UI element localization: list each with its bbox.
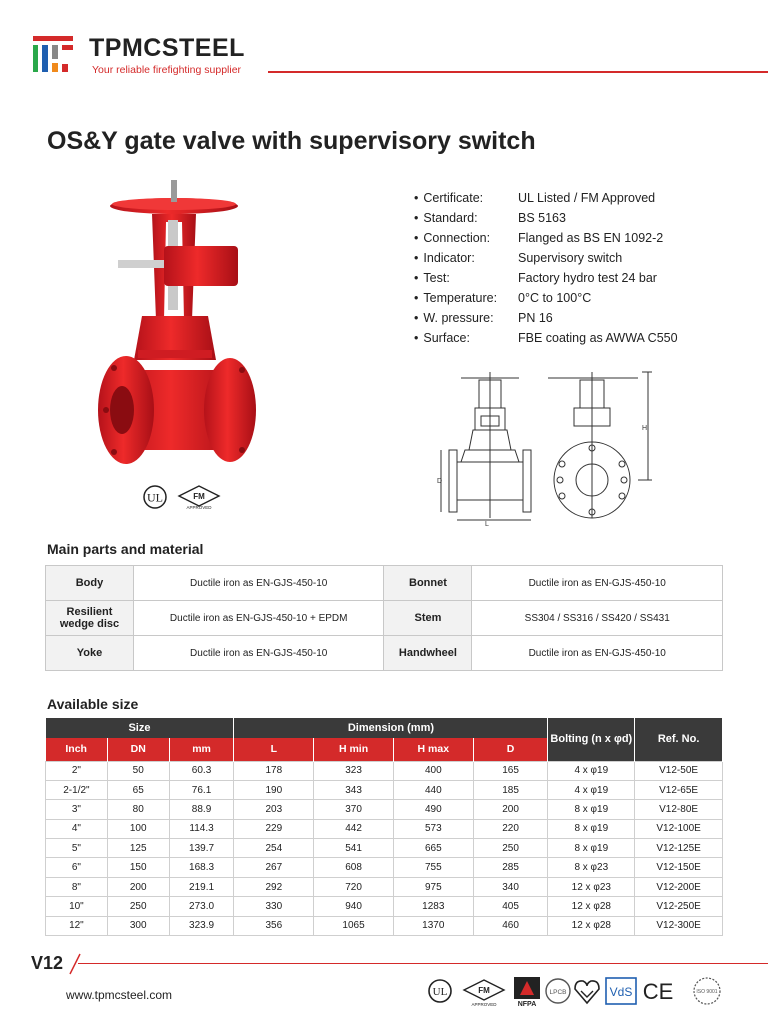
iso-icon: [694, 978, 720, 1004]
size-cell: 8 x φ19: [548, 839, 635, 858]
size-cell: 323: [314, 761, 394, 780]
size-row: [46, 819, 723, 838]
size-column-header: L: [234, 738, 314, 761]
size-cell: V12-125E: [635, 839, 723, 858]
size-cell: 400: [393, 761, 473, 780]
size-cell: 10": [46, 897, 108, 916]
size-cell: 250: [473, 839, 548, 858]
svg-text:FM: FM: [478, 986, 490, 995]
size-cell: 330: [234, 897, 314, 916]
svg-text:H: H: [642, 425, 648, 432]
brand-logo-icon: [33, 36, 73, 72]
part-material: Ductile iron as EN-GJS-450-10 + EPDM: [133, 601, 384, 636]
spec-label: • Certificate:: [414, 191, 518, 205]
size-cell: 12 x φ28: [548, 897, 635, 916]
size-column-header: DN: [107, 738, 169, 761]
size-cell: 229: [234, 819, 314, 838]
size-cell: 608: [314, 858, 394, 877]
size-section-title: Available size: [47, 696, 139, 712]
ref-no-header: Ref. No.: [635, 718, 723, 761]
size-cell: 755: [393, 858, 473, 877]
size-cell: 343: [314, 780, 394, 799]
spec-label: • Standard:: [414, 211, 518, 225]
size-group-header: Size: [46, 718, 234, 738]
ce-icon: [643, 979, 674, 1004]
size-cell: 490: [393, 800, 473, 819]
spec-row: [414, 268, 734, 288]
size-cell: 219.1: [169, 877, 234, 896]
size-cell: 442: [314, 819, 394, 838]
size-cell: 88.9: [169, 800, 234, 819]
spec-label: • Surface:: [414, 331, 518, 345]
svg-text:D: D: [437, 478, 443, 485]
part-material: SS304 / SS316 / SS420 / SS431: [472, 601, 723, 636]
size-row: [46, 800, 723, 819]
safety-heart-icon: [575, 981, 599, 1003]
size-cell: 1370: [393, 916, 473, 935]
size-cell: 220: [473, 819, 548, 838]
side-view-drawing: [437, 368, 537, 528]
size-row: [46, 877, 723, 896]
size-cell: 2-1/2": [46, 780, 108, 799]
spec-row: [414, 308, 734, 328]
spec-value: Factory hydro test 24 bar: [518, 271, 657, 285]
size-cell: 65: [107, 780, 169, 799]
size-cell: 405: [473, 897, 548, 916]
size-cell: 541: [314, 839, 394, 858]
size-row: [46, 780, 723, 799]
page-header: [0, 0, 768, 90]
brand-tagline: Your reliable firefighting supplier: [92, 64, 242, 76]
size-cell: 8": [46, 877, 108, 896]
nfpa-icon: [514, 977, 540, 1007]
size-cell: 4 x φ19: [548, 780, 635, 799]
size-row: [46, 897, 723, 916]
svg-text:FM: FM: [193, 492, 205, 501]
header-divider: [268, 71, 768, 73]
size-cell: 114.3: [169, 819, 234, 838]
part-name: Stem: [384, 601, 472, 636]
size-cell: 4": [46, 819, 108, 838]
size-cell: 12 x φ28: [548, 916, 635, 935]
spec-value: 0°C to 100°C: [518, 291, 592, 305]
svg-text:NFPA: NFPA: [517, 1001, 537, 1007]
parts-row: [46, 566, 723, 601]
size-cell: 940: [314, 897, 394, 916]
size-column-header: H max: [393, 738, 473, 761]
front-view-drawing: [542, 368, 660, 528]
size-cell: 323.9: [169, 916, 234, 935]
parts-table: [45, 565, 723, 671]
size-table: [45, 718, 723, 936]
size-column-header: D: [473, 738, 548, 761]
size-cell: V12-250E: [635, 897, 723, 916]
svg-text:LPCB: LPCB: [549, 989, 567, 996]
spec-value: Flanged as BS EN 1092-2: [518, 231, 664, 245]
lpcb-icon: [546, 979, 570, 1003]
spec-label: • Indicator:: [414, 251, 518, 265]
size-cell: V12-150E: [635, 858, 723, 877]
spec-label: • Connection:: [414, 231, 518, 245]
part-name: Handwheel: [384, 636, 472, 671]
size-cell: 12": [46, 916, 108, 935]
size-cell: 3": [46, 800, 108, 819]
spec-value: UL Listed / FM Approved: [518, 191, 656, 205]
size-cell: V12-80E: [635, 800, 723, 819]
spec-value: PN 16: [518, 311, 553, 325]
size-column-header: Inch: [46, 738, 108, 761]
size-row: [46, 761, 723, 780]
size-cell: 292: [234, 877, 314, 896]
fm-approved-icon: [175, 484, 223, 510]
parts-row: [46, 601, 723, 636]
size-cell: 100: [107, 819, 169, 838]
brand-name: TPMCSTEEL: [89, 34, 245, 62]
size-cell: V12-100E: [635, 819, 723, 838]
svg-text:VdS: VdS: [609, 985, 633, 999]
size-cell: 203: [234, 800, 314, 819]
vds-icon: [606, 978, 636, 1004]
spec-row: [414, 228, 734, 248]
size-row: [46, 858, 723, 877]
size-cell: 60.3: [169, 761, 234, 780]
size-column-header: mm: [169, 738, 234, 761]
size-cell: 8 x φ23: [548, 858, 635, 877]
svg-text:UL: UL: [432, 986, 448, 998]
size-cell: 8 x φ19: [548, 819, 635, 838]
svg-text:CE: CE: [642, 979, 674, 1004]
spec-value: Supervisory switch: [518, 251, 623, 265]
size-cell: V12-50E: [635, 761, 723, 780]
size-cell: 125: [107, 839, 169, 858]
size-cell: 1283: [393, 897, 473, 916]
part-material: Ductile iron as EN-GJS-450-10: [472, 636, 723, 671]
size-cell: 254: [234, 839, 314, 858]
page-number: V12: [31, 953, 64, 973]
size-cell: 300: [107, 916, 169, 935]
size-cell: 250: [107, 897, 169, 916]
size-cell: 76.1: [169, 780, 234, 799]
page-title: OS&Y gate valve with supervisory switch: [47, 127, 536, 155]
part-material: Ductile iron as EN-GJS-450-10: [133, 636, 384, 671]
size-cell: 200: [473, 800, 548, 819]
size-cell: 80: [107, 800, 169, 819]
size-cell: 5": [46, 839, 108, 858]
size-cell: 150: [107, 858, 169, 877]
dimension-group-header: Dimension (mm): [234, 718, 548, 738]
size-row: [46, 839, 723, 858]
size-cell: V12-200E: [635, 877, 723, 896]
size-cell: 190: [234, 780, 314, 799]
part-name: Yoke: [46, 636, 134, 671]
size-cell: 165: [473, 761, 548, 780]
spec-row: [414, 188, 734, 208]
size-cell: 267: [234, 858, 314, 877]
svg-text:L: L: [485, 521, 489, 528]
size-cell: V12-300E: [635, 916, 723, 935]
spec-value: FBE coating as AWWA C550: [518, 331, 678, 345]
valve-product-image: [92, 180, 264, 480]
svg-text:APPROVED: APPROVED: [471, 1002, 497, 1007]
size-cell: 2": [46, 761, 108, 780]
part-name: Body: [46, 566, 134, 601]
size-cell: 975: [393, 877, 473, 896]
size-column-header: H min: [314, 738, 394, 761]
size-cell: 6": [46, 858, 108, 877]
size-cell: 50: [107, 761, 169, 780]
size-cell: 370: [314, 800, 394, 819]
svg-text:ISO 9001: ISO 9001: [696, 989, 718, 995]
ul-icon: [429, 980, 451, 1002]
spec-row: [414, 208, 734, 228]
size-cell: V12-65E: [635, 780, 723, 799]
size-cell: 1065: [314, 916, 394, 935]
spec-row: [414, 288, 734, 308]
spec-label: • W. pressure:: [414, 311, 518, 325]
size-cell: 185: [473, 780, 548, 799]
part-material: Ductile iron as EN-GJS-450-10: [133, 566, 384, 601]
spec-list: [414, 188, 734, 348]
size-cell: 273.0: [169, 897, 234, 916]
svg-text:APPROVED: APPROVED: [186, 505, 212, 510]
size-cell: 285: [473, 858, 548, 877]
parts-row: [46, 636, 723, 671]
size-cell: 356: [234, 916, 314, 935]
part-name: Resilient wedge disc: [46, 601, 134, 636]
size-cell: 168.3: [169, 858, 234, 877]
size-cell: 139.7: [169, 839, 234, 858]
size-cell: 178: [234, 761, 314, 780]
bolting-header: Bolting (n x φd): [548, 718, 635, 761]
size-cell: 460: [473, 916, 548, 935]
size-cell: 665: [393, 839, 473, 858]
ul-listed-icon: [140, 484, 170, 510]
size-cell: 340: [473, 877, 548, 896]
size-cell: 200: [107, 877, 169, 896]
size-row: [46, 916, 723, 935]
certification-logos: [428, 975, 728, 1007]
fm-icon: [464, 980, 504, 1007]
spec-row: [414, 328, 734, 348]
size-cell: 8 x φ19: [548, 800, 635, 819]
size-cell: 4 x φ19: [548, 761, 635, 780]
part-name: Bonnet: [384, 566, 472, 601]
parts-section-title: Main parts and material: [47, 541, 204, 557]
part-material: Ductile iron as EN-GJS-450-10: [472, 566, 723, 601]
spec-label: • Test:: [414, 271, 518, 285]
website-link[interactable]: www.tpmcsteel.com: [66, 988, 173, 1002]
spec-label: • Temperature:: [414, 291, 518, 305]
svg-text:UL: UL: [147, 490, 163, 505]
size-cell: 573: [393, 819, 473, 838]
size-cell: 720: [314, 877, 394, 896]
spec-row: [414, 248, 734, 268]
spec-value: BS 5163: [518, 211, 566, 225]
size-cell: 12 x φ23: [548, 877, 635, 896]
footer-divider: [78, 963, 768, 964]
size-cell: 440: [393, 780, 473, 799]
